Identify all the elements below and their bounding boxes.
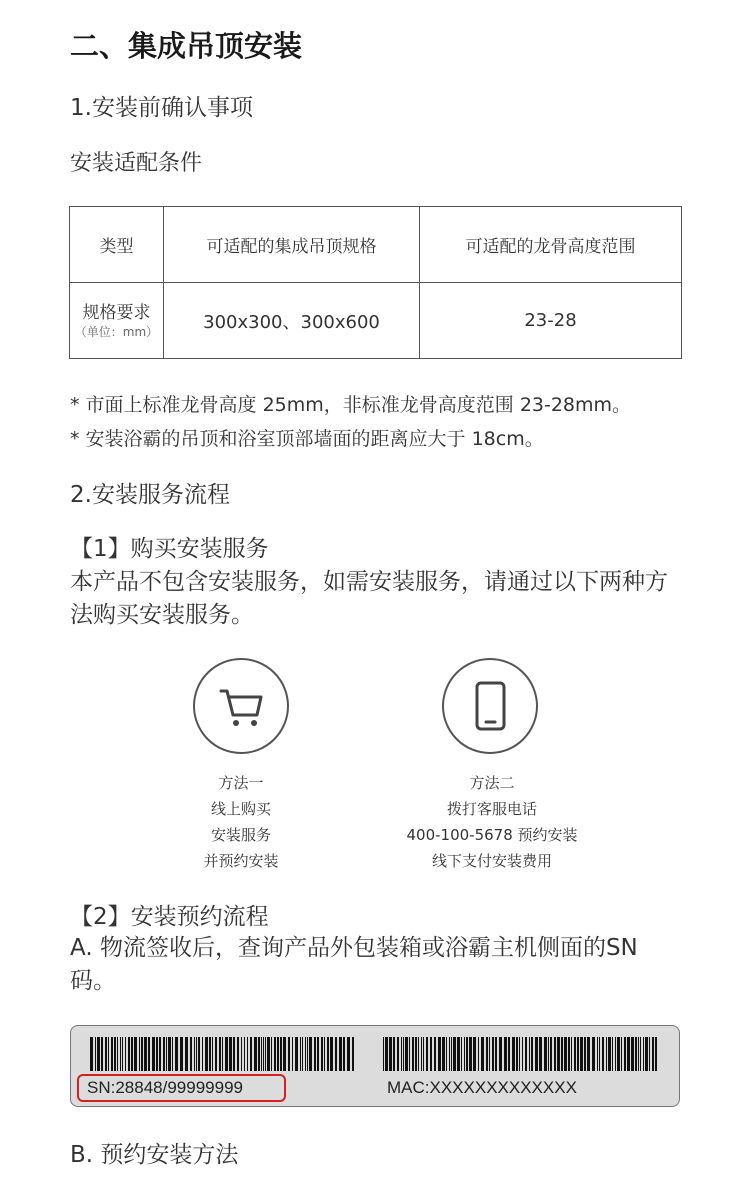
barcode-bar: [261, 1037, 262, 1071]
barcode-bar: [531, 1037, 533, 1071]
sn-label-image: [70, 1025, 680, 1107]
barcode-bar: [548, 1037, 549, 1071]
barcode-bar: [330, 1037, 333, 1071]
barcode-bar: [640, 1037, 641, 1071]
barcode-bar: [352, 1037, 354, 1071]
method2-text: [362, 770, 622, 874]
row-unit: （单位：mm）: [74, 324, 159, 339]
barcode-bar: [117, 1037, 118, 1071]
barcode-bar: [478, 1037, 479, 1071]
barcode-bar: [415, 1037, 417, 1071]
table-row: [70, 283, 682, 359]
barcode-bar: [302, 1037, 303, 1071]
step1-title: 【1】购买安装服务: [70, 536, 269, 562]
barcode-bar: [529, 1037, 530, 1071]
barcode-bar: [300, 1037, 301, 1071]
barcode-bar: [209, 1037, 211, 1071]
barcode-bar: [499, 1037, 502, 1071]
barcode-bar: [655, 1037, 657, 1071]
keel-height-value: 23-28: [420, 283, 682, 359]
section1-heading: 1.安装前确认事项: [70, 95, 253, 121]
barcode-bar: [205, 1037, 208, 1071]
barcode-bar: [602, 1037, 604, 1071]
barcode-bar: [120, 1037, 121, 1071]
barcode-bar: [597, 1037, 598, 1071]
barcode-bar: [457, 1037, 460, 1071]
barcode-bar: [134, 1037, 137, 1071]
barcode-bar: [292, 1037, 293, 1071]
barcode-bar: [423, 1037, 424, 1071]
barcode-bar: [198, 1037, 200, 1071]
barcode-bar: [274, 1037, 276, 1071]
barcode-bar: [512, 1037, 515, 1071]
barcode-bar: [574, 1037, 576, 1071]
method2-line2: 拨打客服电话: [446, 800, 537, 818]
step2-text-a: A. 物流签收后，查询产品外包装箱或浴霸主机侧面的SN 码。: [70, 935, 638, 994]
barcode-bar: [159, 1037, 161, 1071]
sn-barcode: [90, 1037, 356, 1071]
barcode-bar: [492, 1037, 494, 1071]
barcode-bar: [486, 1037, 488, 1071]
barcode-bar: [606, 1037, 607, 1071]
barcode-bar: [635, 1037, 637, 1071]
barcode-bar: [108, 1037, 109, 1071]
mobile-phone-icon: [444, 660, 536, 752]
method2-line1: 方法二: [469, 774, 515, 792]
barcode-bar: [254, 1037, 257, 1071]
barcode-bar: [295, 1037, 298, 1071]
method1-line2: 线上购买: [210, 800, 271, 818]
barcode-bar: [219, 1037, 221, 1071]
barcode-bar: [327, 1037, 329, 1071]
barcode-bar: [508, 1037, 510, 1071]
barcode-bar: [561, 1037, 563, 1071]
barcode-bar: [535, 1037, 538, 1071]
barcode-bar: [141, 1037, 143, 1071]
barcode-bar: [554, 1037, 556, 1071]
barcode-bar: [125, 1037, 126, 1071]
barcode-bar: [347, 1037, 350, 1071]
method1-line3: 安装服务: [210, 826, 271, 844]
barcode-bar: [652, 1037, 654, 1071]
barcode-bar: [571, 1037, 572, 1071]
barcode-bar: [446, 1037, 447, 1071]
barcode-bar: [156, 1037, 158, 1071]
shopping-cart-icon: [195, 660, 287, 752]
barcode-bar: [449, 1037, 450, 1071]
barcode-bar: [564, 1037, 567, 1071]
header-ceiling-spec: 可适配的集成吊顶规格: [164, 207, 420, 283]
barcode-bar: [608, 1037, 611, 1071]
barcode-bar: [250, 1037, 252, 1071]
method1-line4: 并预约安装: [203, 852, 279, 870]
mac-code: MAC:XXXXXXXXXXXXX: [387, 1078, 577, 1097]
note-standard-keel: * 市面上标准龙骨高度 25mm，非标准龙骨高度范围 23-28mm。: [70, 394, 632, 416]
row-label-cell: [70, 283, 164, 359]
barcode-bar: [229, 1037, 232, 1071]
barcode-bar: [453, 1037, 456, 1071]
barcode-bar: [550, 1037, 552, 1071]
method1-text: [111, 770, 371, 874]
mac-barcode: [383, 1037, 661, 1071]
barcode-bar: [464, 1037, 465, 1071]
barcode-bar: [525, 1037, 527, 1071]
barcode-bar: [621, 1037, 622, 1071]
barcode-bar: [383, 1037, 384, 1071]
barcode-bar: [557, 1037, 560, 1071]
step1-text: 本产品不包含安装服务，如需安装服务，请通过以下两种方法购买安装服务。: [70, 569, 668, 628]
barcode-bar: [277, 1037, 279, 1071]
barcode-bar: [196, 1037, 197, 1071]
table-header-row: [70, 207, 682, 283]
barcode-bar: [321, 1037, 323, 1071]
barcode-bar: [166, 1037, 167, 1071]
barcode-bar: [222, 1037, 223, 1071]
barcode-bar: [105, 1037, 107, 1071]
header-keel-height: 可适配的龙骨高度范围: [420, 207, 682, 283]
barcode-bar: [631, 1037, 634, 1071]
method2-line3: 400-100-5678 预约安装: [406, 826, 578, 844]
barcode-bar: [271, 1037, 272, 1071]
barcode-bar: [139, 1037, 140, 1071]
barcode-bar: [247, 1037, 248, 1071]
barcode-bar: [617, 1037, 620, 1071]
barcode-bar: [288, 1037, 290, 1071]
barcode-bar: [403, 1037, 404, 1071]
sn-code: SN:28848/99999999: [87, 1078, 243, 1097]
barcode-bar: [473, 1037, 476, 1071]
barcode-bar: [148, 1037, 150, 1071]
barcode-bar: [587, 1037, 590, 1071]
barcode-bar: [624, 1037, 626, 1071]
barcode-bar: [442, 1037, 445, 1071]
barcode-bar: [627, 1037, 630, 1071]
header-type: 类型: [70, 207, 164, 283]
barcode-bar: [426, 1037, 428, 1071]
barcode-bar: [122, 1037, 123, 1071]
barcode-bar: [451, 1037, 452, 1071]
barcode-bar: [393, 1037, 395, 1071]
barcode-bar: [649, 1037, 650, 1071]
barcode-bar: [539, 1037, 542, 1071]
barcode-bar: [131, 1037, 133, 1071]
barcode-bar: [584, 1037, 586, 1071]
barcode-bar: [317, 1037, 319, 1071]
barcode-bar: [412, 1037, 414, 1071]
barcode-bar: [144, 1037, 147, 1071]
barcode-bar: [409, 1037, 410, 1071]
barcode-bar: [568, 1037, 570, 1071]
barcode-bar: [185, 1037, 188, 1071]
note-distance: * 安装浴霸的吊顶和浴室顶部墙面的距离应大于 18cm。: [70, 428, 544, 450]
barcode-bar: [516, 1037, 518, 1071]
barcode-bar: [309, 1037, 312, 1071]
barcode-bar: [202, 1037, 203, 1071]
barcode-bar: [643, 1037, 644, 1071]
barcode-bar: [481, 1037, 484, 1071]
barcode-bar: [519, 1037, 520, 1071]
barcode-bar: [405, 1037, 408, 1071]
barcode-bar: [95, 1037, 96, 1071]
barcode-bar: [244, 1037, 245, 1071]
barcode-bar: [612, 1037, 613, 1071]
barcode-bar: [385, 1037, 388, 1071]
barcode-bar: [438, 1037, 441, 1071]
barcode-bar: [152, 1037, 155, 1071]
barcode-bar: [163, 1037, 165, 1071]
barcode-bar: [90, 1037, 93, 1071]
row-label: 规格要求: [82, 302, 151, 323]
ceiling-spec-value: 300x300、300x600: [164, 283, 420, 359]
barcode-bar: [638, 1037, 639, 1071]
barcode-bar: [194, 1037, 195, 1071]
barcode-bar: [172, 1037, 173, 1071]
barcode-bar: [263, 1037, 264, 1071]
barcode-bar: [180, 1037, 183, 1071]
method1-icon-circle: [193, 658, 289, 754]
barcode-bar: [111, 1037, 113, 1071]
barcode-bar: [645, 1037, 648, 1071]
barcode-bar: [430, 1037, 432, 1071]
barcode-bar: [397, 1037, 399, 1071]
barcode-bar: [305, 1037, 306, 1071]
barcode-bar: [283, 1037, 286, 1071]
barcode-bar: [461, 1037, 462, 1071]
barcode-bar: [592, 1037, 595, 1071]
barcode-bar: [175, 1037, 178, 1071]
barcode-bar: [469, 1037, 472, 1071]
barcode-bar: [577, 1037, 579, 1071]
barcode-bar: [128, 1037, 130, 1071]
barcode-bar: [225, 1037, 228, 1071]
fit-conditions-heading: 安装适配条件: [70, 151, 203, 176]
barcode-bar: [168, 1037, 171, 1071]
spec-table: [69, 206, 682, 359]
barcode-bar: [307, 1037, 308, 1071]
barcode-bar: [258, 1037, 260, 1071]
page-title: 二、集成吊顶安装: [70, 29, 303, 63]
barcode-bar: [314, 1037, 316, 1071]
barcode-bar: [615, 1037, 616, 1071]
barcode-bar: [97, 1037, 100, 1071]
barcode-bar: [267, 1037, 270, 1071]
barcode-bar: [265, 1037, 266, 1071]
barcode-bar: [489, 1037, 490, 1071]
barcode-bar: [495, 1037, 497, 1071]
barcode-bar: [389, 1037, 392, 1071]
barcode-bar: [101, 1037, 103, 1071]
barcode-bar: [233, 1037, 235, 1071]
barcode-bar: [324, 1037, 325, 1071]
barcode-bar: [343, 1037, 345, 1071]
method2-icon-circle: [442, 658, 538, 754]
barcode-bar: [522, 1037, 523, 1071]
barcode-bar: [599, 1037, 600, 1071]
method1-line1: 方法一: [218, 774, 264, 792]
barcode-bar: [580, 1037, 583, 1071]
barcode-bar: [114, 1037, 116, 1071]
barcode-bar: [544, 1037, 547, 1071]
step2-text-b: B. 预约安装方法: [70, 1142, 239, 1168]
barcode-bar: [504, 1037, 507, 1071]
barcode-bar: [421, 1037, 422, 1071]
barcode-bar: [418, 1037, 419, 1071]
barcode-bar: [237, 1037, 239, 1071]
barcode-bar: [241, 1037, 242, 1071]
barcode-bar: [434, 1037, 436, 1071]
barcode-bar: [401, 1037, 402, 1071]
barcode-bar: [335, 1037, 337, 1071]
section2-heading: 2.安装服务流程: [70, 482, 230, 508]
barcode-bar: [190, 1037, 192, 1071]
step2-title: 【2】安装预约流程: [70, 904, 269, 930]
barcode-bar: [466, 1037, 468, 1071]
method2-line4: 线下支付安装费用: [431, 852, 552, 870]
barcode-bar: [339, 1037, 342, 1071]
barcode-bar: [212, 1037, 213, 1071]
barcode-bar: [215, 1037, 217, 1071]
barcode-bar: [280, 1037, 282, 1071]
